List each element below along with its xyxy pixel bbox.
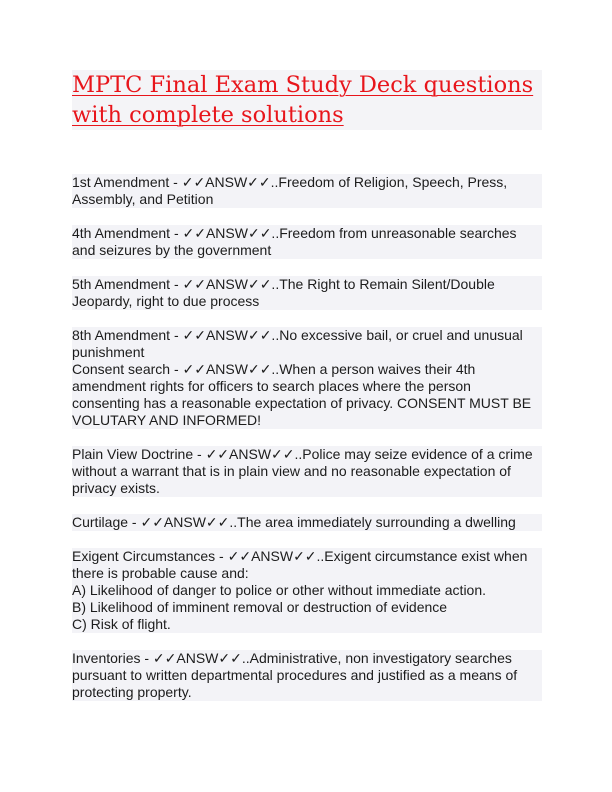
study-entries <box>72 174 542 718</box>
entry-plain-view-doctrine: Plain View Doctrine - ✓✓ANSW✓✓..Police may seize evidence of a crime without a warrant that is in plain view and no reasonable expectation of privacy exists. <box>72 446 542 497</box>
entry-inventories: Inventories - ✓✓ANSW✓✓..Administrative, non investigatory searches pursuant to written departmental procedures and justified as a means of protecting property. <box>72 650 542 701</box>
entry-exigent-circumstances: Exigent Circumstances - ✓✓ANSW✓✓..Exigent circumstance exist when there is probable cause and: A) Likelihood of danger to police or other without immediate action. B) Likelihood of imminent removal or destruction of evidence C) Risk of flight. <box>72 548 542 633</box>
entry-consent-search: Consent search - ✓✓ANSW✓✓..When a person waives their 4th amendment rights for officers to search places where the person consenting has a reasonable expectation of privacy. CONSENT MUST BE VOLUTARY AND INFORMED! <box>72 361 542 429</box>
entry-4th-amendment: 4th Amendment - ✓✓ANSW✓✓..Freedom from unreasonable searches and seizures by the government <box>72 225 542 259</box>
document-title: MPTC Final Exam Study Deck questions with complete solutions <box>72 70 542 130</box>
entry-1st-amendment: 1st Amendment - ✓✓ANSW✓✓..Freedom of Religion, Speech, Press, Assembly, and Petition <box>72 174 542 208</box>
entry-5th-amendment: 5th Amendment - ✓✓ANSW✓✓..The Right to Remain Silent/Double Jeopardy, right to due process <box>72 276 542 310</box>
entry-curtilage: Curtilage - ✓✓ANSW✓✓..The area immediately surrounding a dwelling <box>72 514 542 531</box>
entry-8th-amendment: 8th Amendment - ✓✓ANSW✓✓..No excessive bail, or cruel and unusual punishment <box>72 327 542 361</box>
